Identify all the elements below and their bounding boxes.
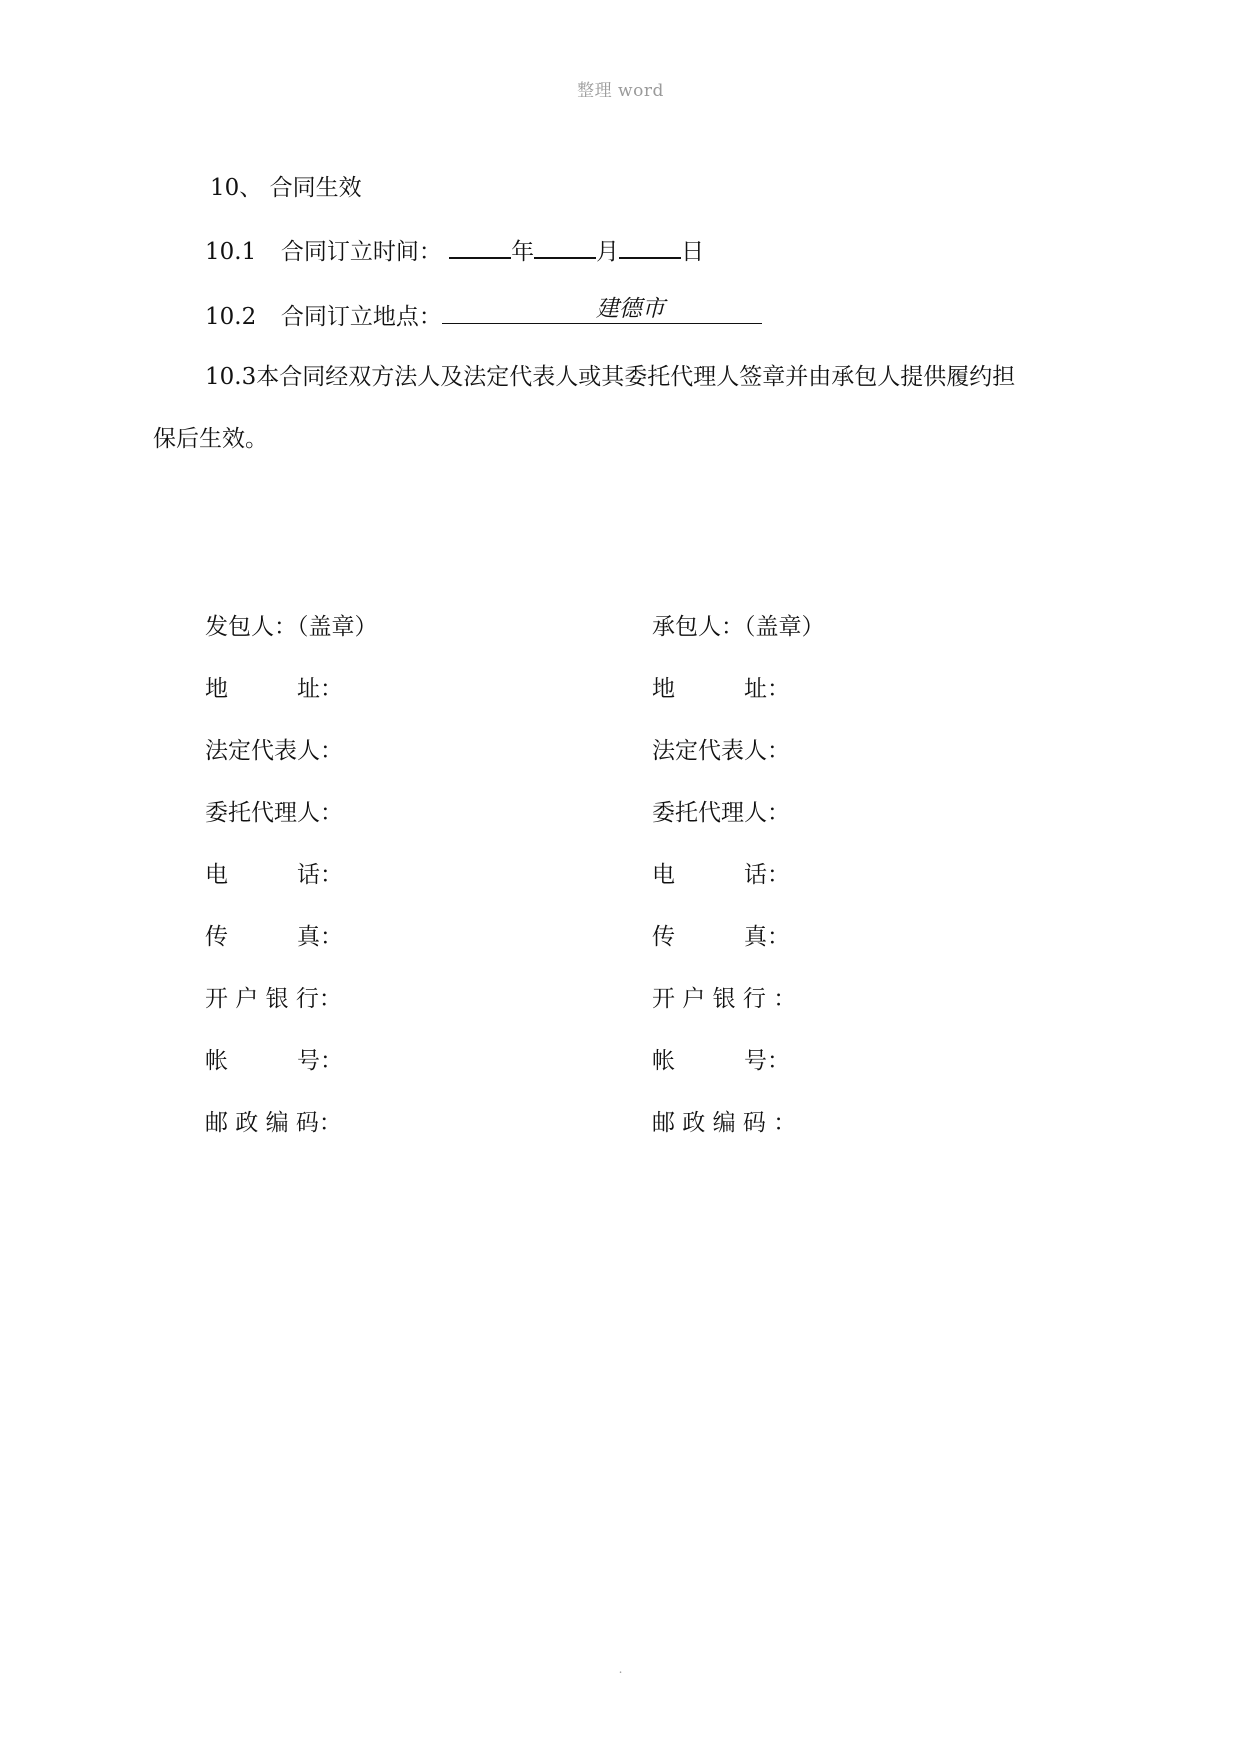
month-blank [534,235,596,259]
year-blank [449,235,511,259]
employer-postcode-label: 邮 政 编 码： [205,1110,342,1136]
contractor-account-label: 帐 号： [652,1048,790,1074]
clause-10-1-number: 10.1 [205,239,257,265]
day-blank [619,235,681,259]
clause-10-2-label: 合同订立地点： [280,304,442,330]
employer-fax-label: 传 真： [205,924,343,950]
employer-legal-rep-label: 法定代表人： [205,738,343,764]
contractor-phone-label: 电 话： [652,862,790,888]
page-footer-mark: . [618,1662,623,1676]
section-title: 10、 合同生效 [210,175,362,201]
contractor-address-label: 地 址： [652,676,790,702]
clause-10-2 [205,297,762,332]
employer-seal-label: 发包人：（盖章） [205,614,378,640]
clause-10-3-line-1: 10.3本合同经双方法人及法定代表人或其委托代理人签章并由承包人提供履约担 [205,364,1016,390]
employer-phone-label: 电 话： [205,862,343,888]
clause-10-1-label: 合同订立时间： [280,239,442,265]
clause-10-3-line-2: 保后生效。 [153,426,268,452]
year-label: 年 [511,239,535,265]
month-label: 月 [596,239,620,265]
contractor-agent-label: 委托代理人： [652,800,790,826]
contractor-bank-label: 开 户 银 行 ： [652,986,797,1012]
clause-10-1 [205,235,704,267]
employer-agent-label: 委托代理人： [205,800,343,826]
place-field [442,297,762,324]
contractor-legal-rep-label: 法定代表人： [652,738,790,764]
clause-10-2-number: 10.2 [205,304,257,330]
employer-bank-label: 开 户 银 行： [205,986,342,1012]
page-header: 整理 word [577,81,664,101]
employer-account-label: 帐 号： [205,1048,343,1074]
day-label: 日 [681,239,705,265]
contractor-fax-label: 传 真： [652,924,790,950]
contractor-postcode-label: 邮 政 编 码 ： [652,1110,797,1136]
employer-address-label: 地 址： [205,676,343,702]
contractor-seal-label: 承包人：（盖章） [652,614,825,640]
place-value: 建德市 [595,296,665,322]
